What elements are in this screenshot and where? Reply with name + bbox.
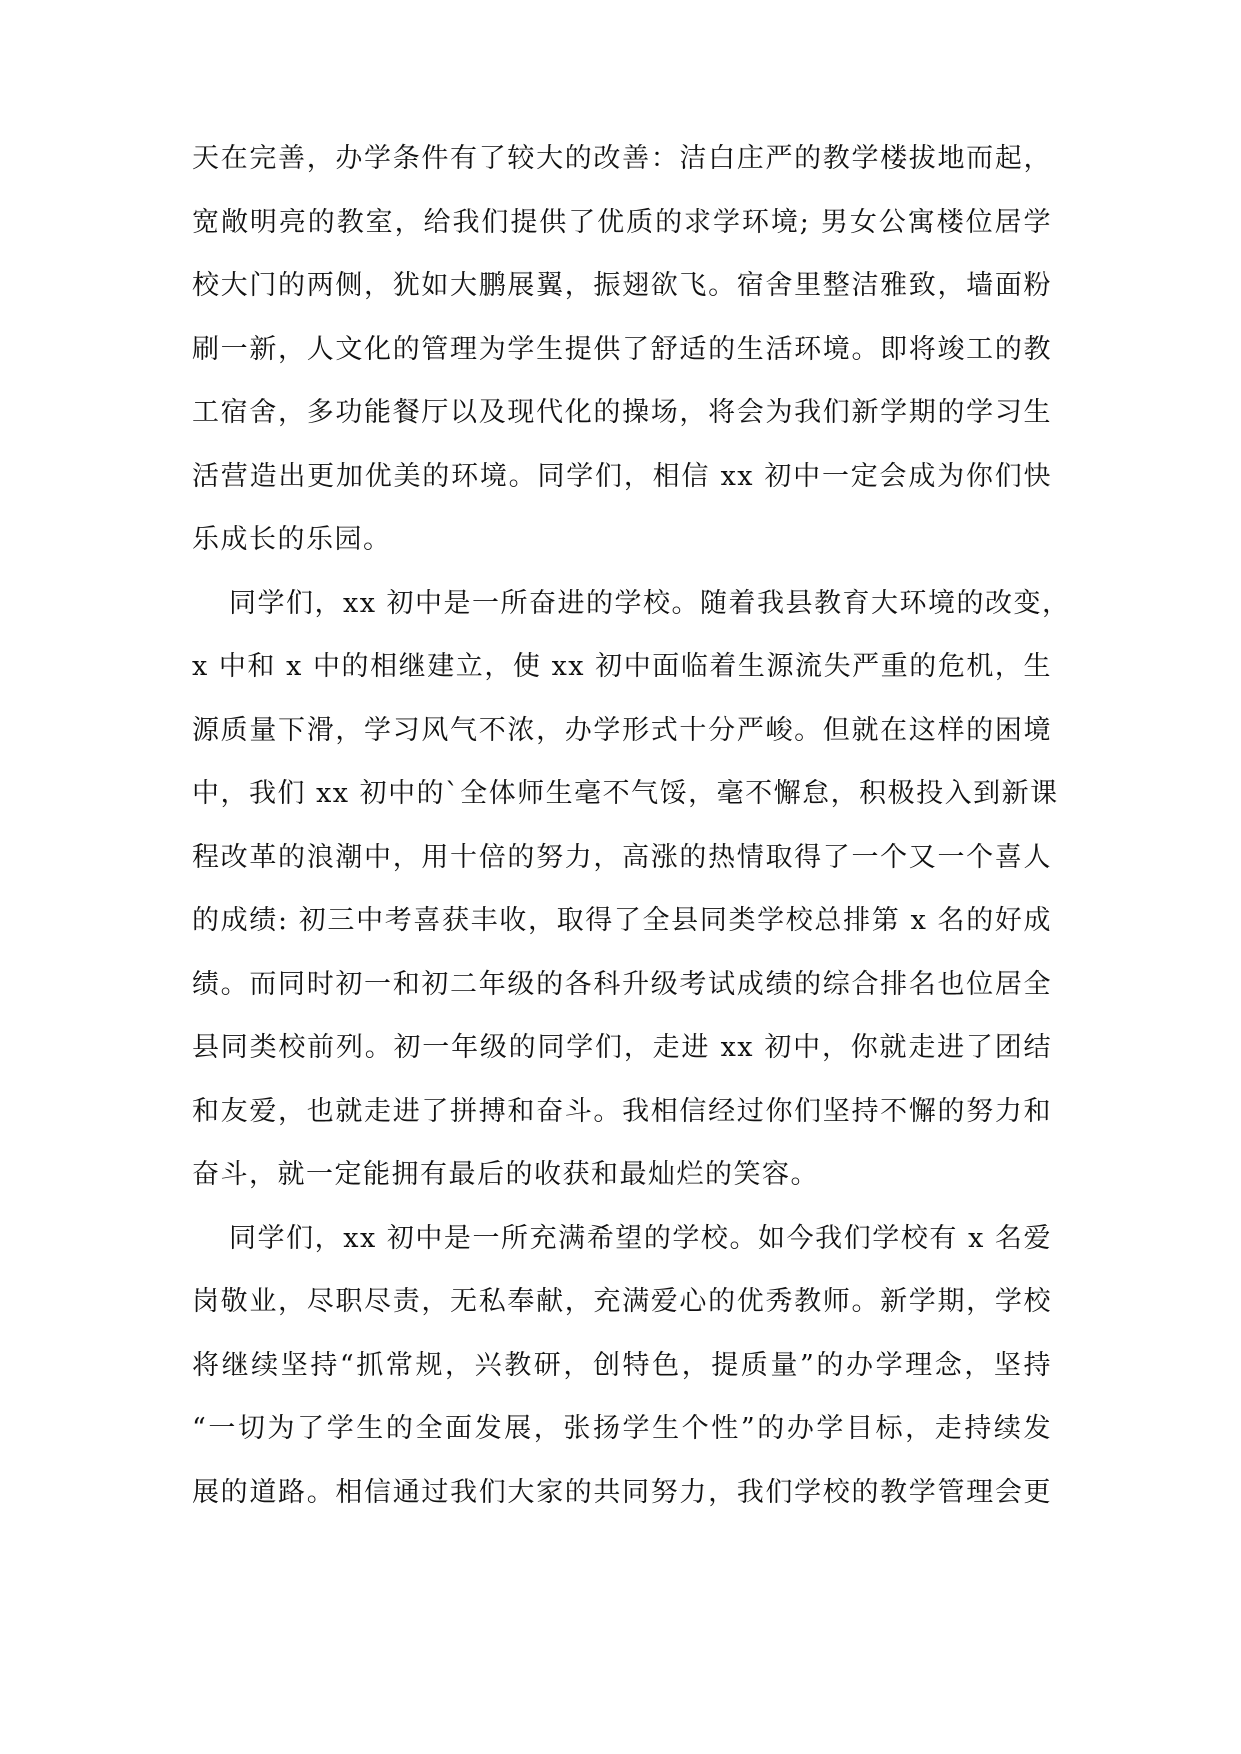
text-line: 活营造出更加优美的环境。同学们，相信 xx 初中一定会成为你们快 [192, 461, 1052, 492]
text-line: 乐成长的乐园。 [192, 524, 392, 555]
text-line: 岗敬业，尽职尽责，无私奉献，充满爱心的优秀教师。新学期，学校 [192, 1286, 1052, 1317]
text-line: 源质量下滑，学习风气不浓，办学形式十分严峻。但就在这样的困境 [192, 715, 1052, 746]
paragraph-first-line: 同学们，xx 初中是一所充满希望的学校。如今我们学校有 x 名爱 [229, 1223, 1052, 1254]
text-line: 县同类校前列。初一年级的同学们，走进 xx 初中，你就走进了团结 [192, 1032, 1052, 1063]
text-line: 的成绩: 初三中考喜获丰收，取得了全县同类学校总排第 x 名的好成 [192, 905, 1052, 936]
text-line: 宽敞明亮的教室，给我们提供了优质的求学环境; 男女公寓楼位居学 [192, 207, 1052, 238]
paragraph-first-line: 同学们，xx 初中是一所奋进的学校。随着我县教育大环境的改变， [229, 588, 1071, 619]
text-line: 展的道路。相信通过我们大家的共同努力，我们学校的教学管理会更 [192, 1477, 1052, 1508]
text-line: 程改革的浪潮中，用十倍的努力，高涨的热情取得了一个又一个喜人 [192, 842, 1052, 873]
text-line: 校大门的两侧，犹如大鹏展翼，振翅欲飞。宿舍里整洁雅致，墙面粉 [192, 270, 1052, 301]
text-line: 和友爱，也就走进了拼搏和奋斗。我相信经过你们坚持不懈的努力和 [192, 1096, 1052, 1127]
text-line: 工宿舍，多功能餐厅以及现代化的操场，将会为我们新学期的学习生 [192, 397, 1052, 428]
text-line: 中，我们 xx 初中的`全体师生毫不气馁，毫不懈怠，积极投入到新课 [192, 778, 1059, 809]
text-line: x 中和 x 中的相继建立，使 xx 初中面临着生源流失严重的危机，生 [192, 651, 1052, 682]
text-line: 将继续坚持“抓常规，兴教研，创特色，提质量”的办学理念，坚持 [192, 1350, 1052, 1381]
text-line: 刷一新，人文化的管理为学生提供了舒适的生活环境。即将竣工的教 [192, 334, 1052, 365]
text-line: 奋斗，就一定能拥有最后的收获和最灿烂的笑容。 [192, 1159, 819, 1190]
text-line: “一切为了学生的全面发展，张扬学生个性”的办学目标，走持续发 [192, 1413, 1052, 1444]
text-line: 绩。而同时初一和初二年级的各科升级考试成绩的综合排名也位居全 [192, 969, 1052, 1000]
text-line: 天在完善，办学条件有了较大的改善：洁白庄严的教学楼拔地而起， [192, 143, 1052, 174]
